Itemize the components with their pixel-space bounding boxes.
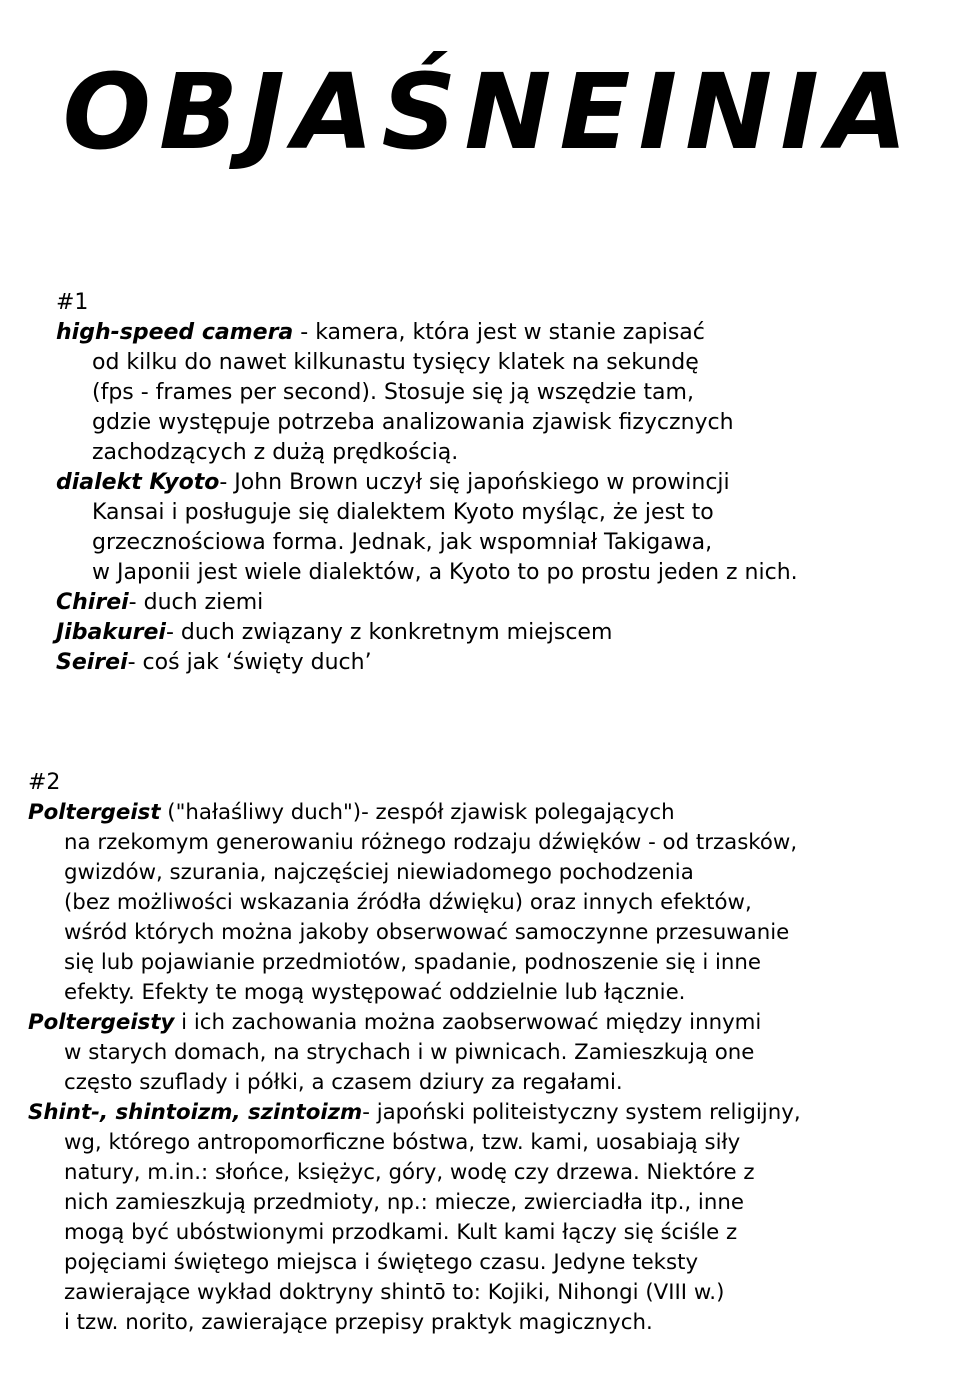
definition-text: wg, którego antropomorficzne bóstwa, tzw. kami, uosabiają siły bbox=[64, 1130, 741, 1155]
definition-line bbox=[56, 648, 798, 678]
definition-line bbox=[28, 1068, 801, 1098]
section-header: #2 bbox=[28, 770, 61, 795]
definition-text: od kilku do nawet kilkunastu tysięcy klatek na sekundę bbox=[92, 350, 699, 375]
definition-line bbox=[28, 1158, 801, 1188]
definition-text: (fps - frames per second). Stosuje się ją wszędzie tam, bbox=[92, 380, 694, 405]
definition-line bbox=[56, 378, 798, 408]
definition-text: mogą być ubóstwionymi przodkami. Kult kami łączy się ściśle z bbox=[64, 1220, 738, 1245]
definition-line bbox=[28, 858, 801, 888]
definition-text: nich zamieszkują przedmioty, np.: miecze, zwierciadła itp., inne bbox=[64, 1190, 744, 1215]
definition-text: - japoński politeistyczny system religijny, bbox=[362, 1100, 801, 1125]
definition-text: pojęciami świętego miejsca i świętego czasu. Jedyne teksty bbox=[64, 1250, 699, 1275]
definition-line bbox=[28, 1218, 801, 1248]
definition-line bbox=[28, 1098, 801, 1128]
definition-text: (bez możliwości wskazania źródła dźwięku) oraz innych efektów, bbox=[64, 890, 752, 915]
definition-line bbox=[28, 1128, 801, 1158]
definition-line bbox=[56, 528, 798, 558]
definition-text: gdzie występuje potrzeba analizowania zjawisk fizycznych bbox=[92, 410, 734, 435]
definition-text: na rzekomym generowaniu różnego rodzaju dźwięków - od trzasków, bbox=[64, 830, 798, 855]
definition-text: często szuflady i półki, a czasem dziury za regałami. bbox=[64, 1070, 623, 1095]
glossary-term: Poltergeisty bbox=[28, 1010, 175, 1035]
definition-line bbox=[28, 948, 801, 978]
definition-line bbox=[56, 558, 798, 588]
definition-text: natury, m.in.: słońce, księżyc, góry, wodę czy drzewa. Niektóre z bbox=[64, 1160, 755, 1185]
definition-text: w starych domach, na strychach i w piwnicach. Zamieszkują one bbox=[64, 1040, 755, 1065]
definition-line bbox=[28, 798, 801, 828]
definition-text: gwizdów, szurania, najczęściej niewiadomego pochodzenia bbox=[64, 860, 694, 885]
definition-line bbox=[28, 1038, 801, 1068]
definition-line bbox=[28, 1308, 801, 1338]
section-header: #1 bbox=[56, 290, 89, 315]
definition-line bbox=[56, 498, 798, 528]
section-1 bbox=[56, 288, 798, 678]
definition-text: - coś jak ‘święty duch’ bbox=[127, 650, 372, 675]
definition-line bbox=[56, 468, 798, 498]
definition-text: - duch ziemi bbox=[128, 590, 264, 615]
definition-text: i ich zachowania można zaobserwować między innymi bbox=[174, 1010, 762, 1035]
definition-line bbox=[56, 588, 798, 618]
definition-text: grzecznościowa forma. Jednak, jak wspomniał Takigawa, bbox=[92, 530, 713, 555]
definition-line bbox=[56, 348, 798, 378]
definition-line bbox=[28, 828, 801, 858]
glossary-term: high-speed camera bbox=[56, 320, 294, 345]
section-2 bbox=[28, 768, 801, 1338]
definition-line bbox=[56, 618, 798, 648]
definition-text: wśród których można jakoby obserwować samoczynne przesuwanie bbox=[64, 920, 790, 945]
definition-line bbox=[28, 978, 801, 1008]
definition-line bbox=[28, 1188, 801, 1218]
definition-text: się lub pojawianie przedmiotów, spadanie, podnoszenie się i inne bbox=[64, 950, 762, 975]
definition-text: zachodzących z dużą prędkością. bbox=[92, 440, 459, 465]
definition-text: w Japonii jest wiele dialektów, a Kyoto to po prostu jeden z nich. bbox=[92, 560, 798, 585]
definition-text: - duch związany z konkretnym miejscem bbox=[165, 620, 613, 645]
definition-text: i tzw. norito, zawierające przepisy praktyk magicznych. bbox=[64, 1310, 653, 1335]
glossary-term: Shint-, shintoizm, szintoizm bbox=[28, 1100, 363, 1125]
definition-text: Kansai i posługuje się dialektem Kyoto myśląc, że jest to bbox=[92, 500, 714, 525]
definition-line bbox=[28, 1008, 801, 1038]
definition-text: zawierające wykład doktryny shintō to: Kojiki, Nihongi (VIII w.) bbox=[64, 1280, 725, 1305]
definition-text: - John Brown uczył się japońskiego w prowincji bbox=[219, 470, 730, 495]
definition-line bbox=[56, 408, 798, 438]
definition-text: ("hałaśliwy duch")- zespół zjawisk polegających bbox=[160, 800, 675, 825]
definition-line bbox=[28, 1248, 801, 1278]
glossary-term: dialekt Kyoto bbox=[56, 470, 220, 495]
page-title: OBJAŚNEINIA bbox=[62, 51, 916, 173]
glossary-term: Jibakurei bbox=[56, 620, 166, 645]
definition-line bbox=[28, 888, 801, 918]
definition-text: efekty. Efekty te mogą występować oddzielnie lub łącznie. bbox=[64, 980, 686, 1005]
definition-line bbox=[28, 1278, 801, 1308]
definition-line bbox=[56, 318, 798, 348]
glossary-term: Seirei bbox=[56, 650, 128, 675]
definition-text: - kamera, która jest w stanie zapisać bbox=[293, 320, 705, 345]
definition-line bbox=[56, 438, 798, 468]
glossary-term: Poltergeist bbox=[28, 800, 161, 825]
definition-line bbox=[28, 918, 801, 948]
glossary-term: Chirei bbox=[56, 590, 129, 615]
